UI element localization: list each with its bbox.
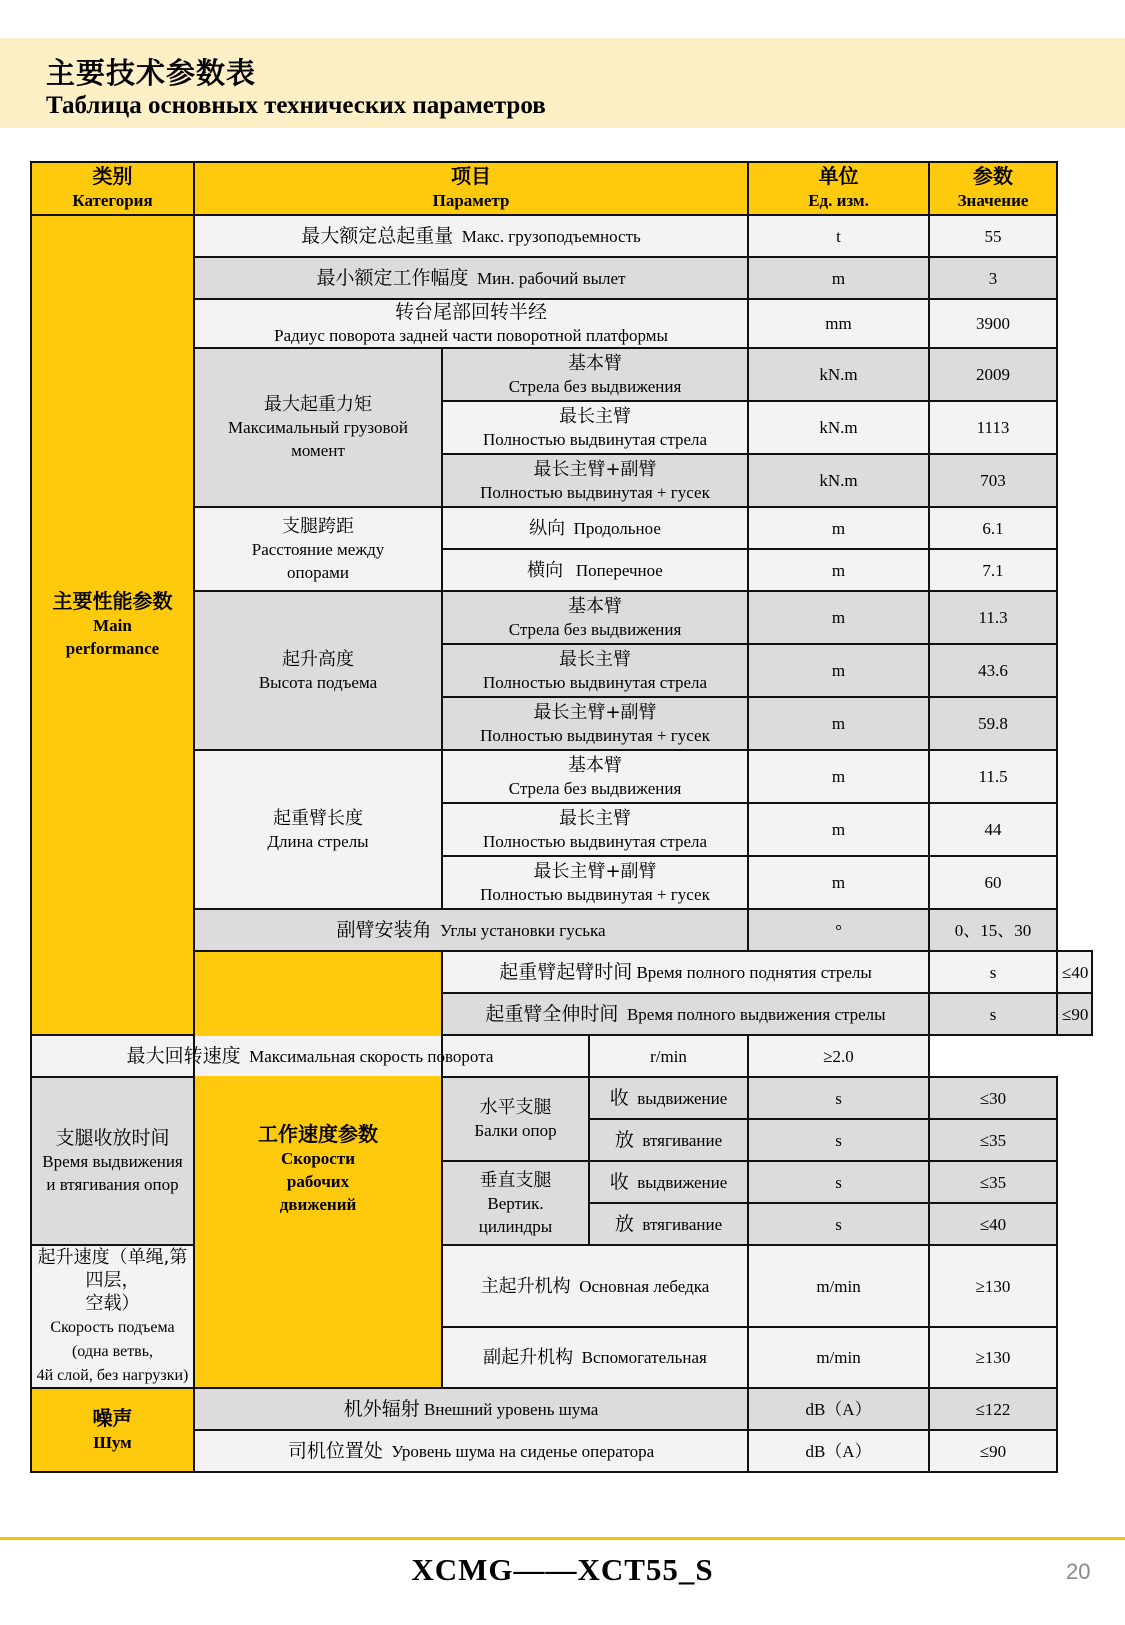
table-row: 工作速度参数 Скорости рабочих движений 起重臂起臂时间 Время полного поднятия стрелы s ≤40 (31, 951, 1092, 993)
table-row: 最长主臂+副臂 Полностью выдвинутая + гусек m 60 (31, 856, 1092, 909)
header-unit: 单位 Ед. изм. (748, 162, 929, 215)
page-title-ru: Таблица основных технических параметров (46, 92, 546, 119)
table-row: 副臂安装角 Углы установки гуська ° 0、15、30 (31, 909, 1092, 951)
table-row: 起升速度（单绳,第四层， 空载） Скорость подъема (одна ветвь, 4й слой, без нагрузки) 主起升机构 Основная лебедка m/min ≥130 (31, 1245, 1092, 1327)
header-category: 类别 Категория (31, 162, 194, 215)
table-row: 主要性能参数 Main performance 最大额定总起重量 Макс. грузоподъемность t 55 (31, 215, 1092, 257)
page-title-cn: 主要技术参数表 (46, 56, 257, 90)
table-row: 最长主臂+副臂 Полностью выдвинутая + гусек kN.m 703 (31, 454, 1092, 507)
page-number: 20 (1066, 1559, 1091, 1584)
table-header (31, 162, 1092, 215)
category-main-performance: 主要性能参数 Main performance (31, 215, 194, 1035)
table-row: 起升高度 Высота подъема 基本臂 Стрела без выдвижения m 11.3 (31, 591, 1092, 644)
table-row: 最小额定工作幅度 Мин. рабочий вылет m 3 (31, 257, 1092, 299)
table-row: 垂直支腿 Вертик. цилиндры 收 выдвижение s ≤35 (31, 1161, 1092, 1203)
header-param: 项目 Параметр (194, 162, 748, 215)
category-working-speed: 工作速度参数 Скорости рабочих движений (194, 951, 442, 1388)
table-row: 噪声 Шум 机外辐射 Внешний уровень шума dB（A） ≤122 (31, 1388, 1092, 1430)
table-row: 横向 Поперечное m 7.1 (31, 549, 1092, 591)
table-row: 放 втягивание s ≤35 (31, 1119, 1092, 1161)
spec-table (30, 161, 1093, 1473)
category-noise: 噪声 Шум (31, 1388, 194, 1472)
table-row: 最长主臂+副臂 Полностью выдвинутая + гусек m 59.8 (31, 697, 1092, 750)
table-row: 最大回转速度 Максимальная скорость поворота r/min ≥2.0 (31, 1035, 1092, 1077)
table-row: 最长主臂 Полностью выдвинутая стрела m 43.6 (31, 644, 1092, 697)
table-row: 副起升机构 Вспомогательная m/min ≥130 (31, 1327, 1092, 1388)
table-row: 最长主臂 Полностью выдвинутая стрела kN.m 1113 (31, 401, 1092, 454)
table-row: 起重臂全伸时间 Время полного выдвижения стрелы s ≤90 (31, 993, 1092, 1035)
table-row: 司机位置处 Уровень шума на сиденье оператора dB（A） ≤90 (31, 1430, 1092, 1472)
header-value: 参数 Значение (929, 162, 1057, 215)
footer-logo: XCMG——XCT55_S (411, 1552, 714, 1587)
table-row: 放 втягивание s ≤40 (31, 1203, 1092, 1245)
table-row: 转台尾部回转半经 Радиус поворота задней части поворотной платформы mm 3900 (31, 299, 1092, 348)
table-row: 最长主臂 Полностью выдвинутая стрела m 44 (31, 803, 1092, 856)
table-row: 起重臂长度 Длина стрелы 基本臂 Стрела без выдвижения m 11.5 (31, 750, 1092, 803)
table-row: 支腿跨距 Расстояние между опорами 纵向 Продольное m 6.1 (31, 507, 1092, 549)
footer-divider (0, 1537, 1125, 1540)
table-row: 支腿收放时间 Время выдвижения и втягивания опор 水平支腿 Балки опор 收 выдвижение s ≤30 (31, 1077, 1092, 1119)
table-row: 最大起重力矩 Максимальный грузовой момент 基本臂 Стрела без выдвижения kN.m 2009 (31, 348, 1092, 401)
